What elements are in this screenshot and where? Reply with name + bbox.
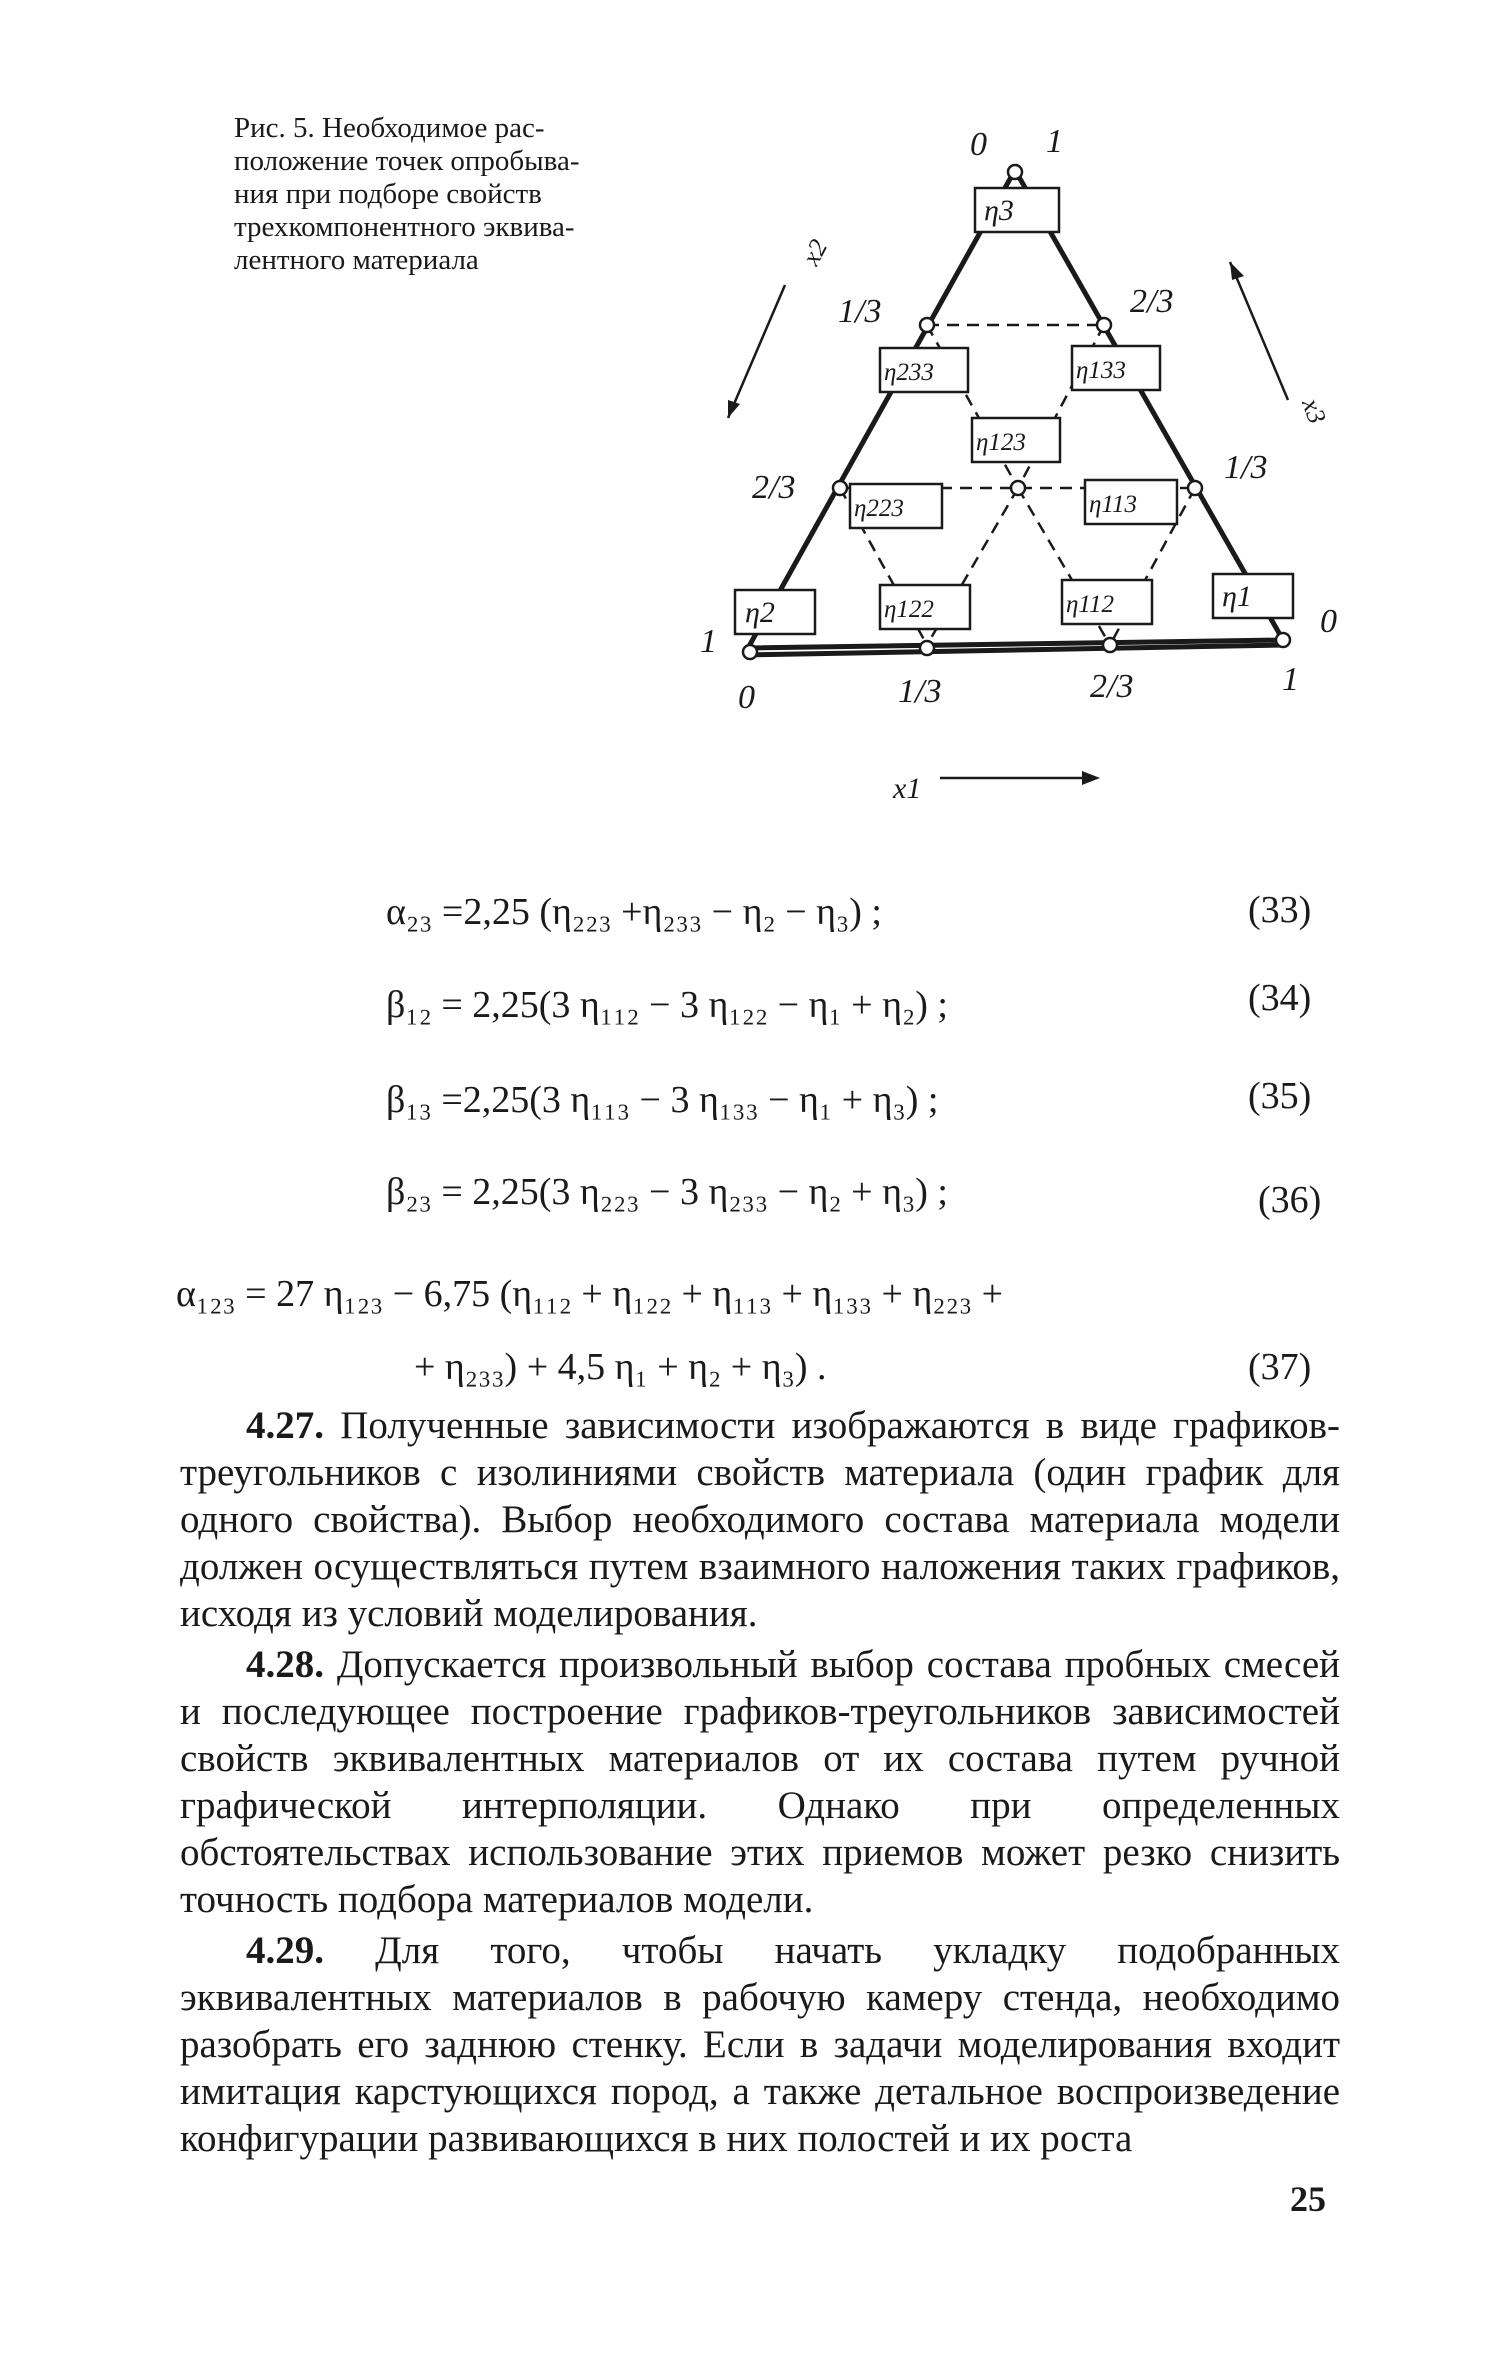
left-edge-label: 1 [700,623,717,660]
sample-point [833,481,847,495]
equation-number: (33) [1248,889,1312,931]
equation-rhs: =2,25(3 η₁₁₃ − 3 η₁₃₃ − η₁ + η₃) ; [441,1079,939,1121]
paragraph [180,1927,1340,2162]
caption-line: Рис. 5. Необходимое рас- [234,112,545,144]
equation-number: (34) [1248,977,1312,1019]
box-label: η3 [984,194,1014,227]
caption-line: положение точек опробыва- [234,145,580,177]
sample-point [920,641,934,655]
paragraph-text: Для того, чтобы начать укладку подобранных эквивалентных материалов в рабочую камеру стенда, необходимо разобрать его заднюю стенку. Если в задачи моделирования входит имитация карстующихся пород, а также детальное воспроизведение конфигурации развивающихся в них полостей и их роста [180,1929,1340,2160]
sample-point [1103,638,1117,652]
axis-arrow-left [728,285,785,418]
caption-line: ния при подборе свойств [234,178,542,210]
right-edge-label: 2/3 [1130,283,1174,320]
left-edge-label: 2/3 [752,469,796,506]
paragraph [180,1402,1340,1637]
triangle-outline [748,170,1283,648]
box-label: η233 [884,359,934,386]
bottom-label: 1 [1282,661,1299,698]
axis-arrow-right [1230,262,1288,400]
left-edge-label: 1/3 [838,293,882,330]
equation-rhs: =2,25 (η₂₂₃ +η₂₃₃ − η₂ − η₃) ; [441,891,882,933]
sample-point [1097,318,1111,332]
apex-label-0: 0 [970,126,987,163]
paragraph [180,1641,1340,1923]
equation-37-line1: α₁₂₃ = 27 η₁₂₃ − 6,75 (η₁₁₂ + η₁₂₂ + η₁₁₃ + η₁₃₃ + η₂₂₃ + [176,1273,1004,1315]
sample-point [1276,633,1290,647]
body-text [180,1402,1340,2166]
box-label: η113 [1089,491,1138,518]
equation-35 [386,1078,938,1122]
equation-number: (37) [1248,1346,1312,1388]
paragraph-text: Допускается произвольный выбор состава пробных смесей и последующее построение графиков-треугольников зависимостей свойств эквивалентных материалов от их состава путем ручной графической интерполяции. Однако при определенных обстоятельствах использование этих приемов может резко снизить точность подбора материалов модели. [180,1643,1340,1921]
sample-point [743,645,757,659]
bottom-label: 1/3 [898,673,942,710]
paragraph-number: 4.27. [246,1404,324,1447]
bottom-label: 2/3 [1090,668,1134,705]
equation-lhs: α₂₃ [386,891,433,933]
caption-line: трехкомпонентного эквива- [234,211,575,243]
box-label: η123 [976,429,1026,456]
axis-label-x3: x3 [1296,394,1332,428]
equation-37-line2: + η₂₃₃) + 4,5 η₁ + η₂ + η₃) . [414,1346,827,1388]
box-label: η223 [854,495,904,522]
bottom-label: 0 [738,679,755,716]
axis-label-x1: x1 [893,772,922,805]
equation-number: (36) [1258,1179,1322,1221]
page-number: 25 [1290,2179,1326,2219]
equation-33 [386,890,882,934]
box-label: η133 [1076,357,1126,384]
equation-34 [386,983,948,1027]
apex-label-1: 1 [1046,123,1063,160]
caption-line: лентного материала [234,244,479,276]
paragraph-number: 4.28. [246,1643,324,1686]
right-edge-label: 0 [1320,603,1337,640]
equation-36 [386,1170,948,1214]
equation-lhs: β₁₂ [386,984,432,1026]
equation-number: (35) [1248,1075,1312,1117]
sample-point [1008,165,1022,179]
equation-rhs: = 2,25(3 η₂₂₃ − 3 η₂₃₃ − η₂ + η₃) ; [441,1171,948,1213]
sample-point [920,318,934,332]
axis-label-x2: x2 [796,234,834,270]
ternary-diagram [680,110,1360,840]
box-label: η1 [1222,580,1252,613]
equation-lhs: β₁₃ [386,1079,432,1121]
equation-lhs: β₂₃ [386,1171,432,1213]
box-label: η122 [884,596,934,623]
box-label: η2 [745,596,775,629]
box-label: η112 [1066,591,1115,618]
sample-point [1188,481,1202,495]
sample-point [1011,481,1025,495]
paragraph-number: 4.29. [246,1929,324,1972]
figure-caption [234,112,654,277]
paragraph-text: Полученные зависимости изображаются в виде графиков-треугольников с изолиниями свойств материала (один график для одного свойства). Выбор необходимого состава материала модели должен осуществляться путем взаимного наложения таких графиков, исходя из условий моделирования. [180,1404,1340,1635]
equation-rhs: = 2,25(3 η₁₁₂ − 3 η₁₂₂ − η₁ + η₂) ; [441,984,948,1026]
right-edge-label: 1/3 [1224,449,1268,486]
